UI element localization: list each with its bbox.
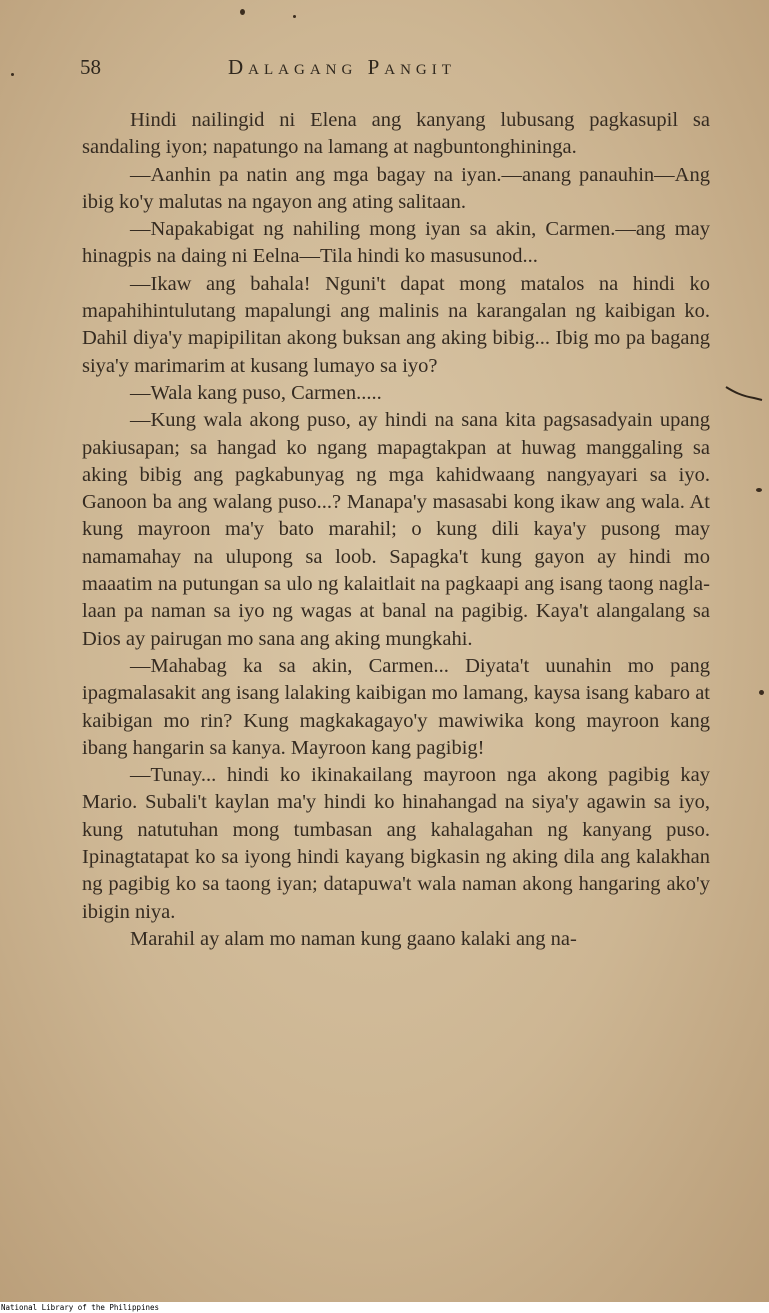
paragraph: —Wala kang puso, Carmen..... (130, 381, 382, 404)
page-number: 58 (80, 55, 101, 79)
paragraph: Hindi nailingid ni Elena ang kanyang lubusang pagkasupil sa sandaling iyon; napatungo na lamang at nagbuntonghininga. (82, 109, 710, 159)
paragraph: —Napakabigat ng nahiling mong iyan sa akin, Carmen.—ang may hinagpis na daing ni Eelna—Tila hindi ko masusunod... (82, 218, 710, 268)
ink-speck (240, 9, 245, 15)
margin-pencil-mark (724, 384, 764, 404)
body-text (82, 107, 710, 953)
paragraph: —Kung wala akong puso, ay hindi na sana kita pagsasadyain upang pakiusapan; sa hangad ko ngang mapagtakpan at huwag manggaling sa aking bibig ang pagkabunyag ng mga kahidwaang nangyayari sa iyo. Ganoon ba ang walang puso...? Manapa'y masasabi kong ikaw ang wala. At kung mayroon ma'y bato marahil; o kung dili kaya'y pusong may namamahay na ulupong sa loob. Sapagka't kung gayon ay hindi mo maaatim na putungan sa ulo ng kalaitlait na pagkaapi ang isang taong naglalaan pa naman sa iyo ng wagas at banal na pagibig. Kaya't alangalang sa Dios ay pairugan mo sana ang aking mungkahi. (82, 409, 710, 650)
paragraph: —Mahabag ka sa akin, Carmen... Diyata't uunahin mo pang ipagmalasakit ang isang lalaking kaibigan mo lamang, kaysa isang kabaro at kaibigan mo rin? Kung magkakagayo'y mawiwika kong mayroon kang ibang hangarin sa kanya. Mayroon kang pagibig! (82, 654, 710, 759)
ink-speck (11, 73, 14, 76)
paragraph: Marahil ay alam mo naman kung gaano kalaki ang na- (130, 927, 577, 950)
paragraph: —Tunay... hindi ko ikinakailang mayroon nga akong pagibig kay Mario. Subali't kaylan ma'y hindi ko hinahangad na siya'y agawin sa iyo, kung natutuhan mong tumbasan ang kahalagahan ng kanyang puso. Ipinagtatapat ko sa iyong hindi kayang bigkasin ng aking dila ang kalakhan ng pagibig ko sa taong iyan; datapuwa't wala naman akong hangaring ako'y ibigin niya. (82, 764, 710, 923)
ink-speck (756, 488, 762, 492)
paragraph: —Ikaw ang bahala! Nguni't dapat mong matalos na hindi ko mapahihintulutang mapalungi ang malinis na karangalan ng kaibigan ko. Dahil diya'y mapipilitan akong buksan ang aking bibig... Ibig mo pa bagang siya'y marimarim at kusang lumayo sa iyo? (82, 272, 710, 377)
ink-speck (293, 15, 296, 18)
page-header (80, 55, 720, 85)
library-credit: National Library of the Philippines (1, 1303, 160, 1312)
running-title: Dalagang Pangit (228, 55, 456, 79)
paragraph: —Aanhin pa natin ang mga bagay na iyan.—anang panauhin—Ang ibig ko'y malutas na ngayon ang ating salitaan. (82, 163, 710, 213)
ink-speck (759, 690, 764, 695)
